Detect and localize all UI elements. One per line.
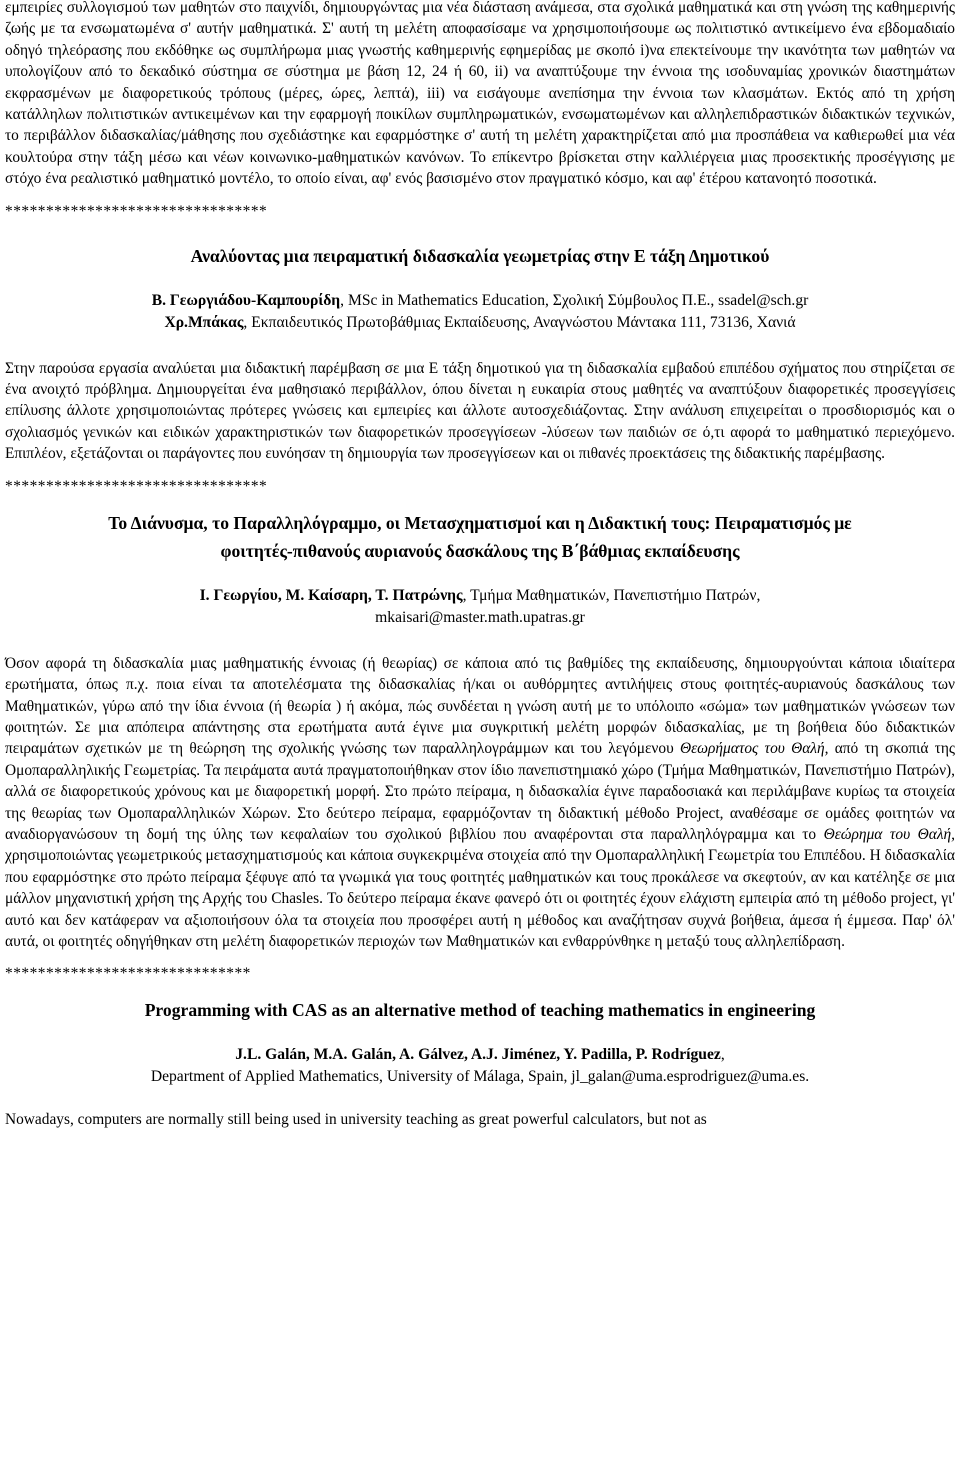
abstract-paragraph-geometry: Στην παρούσα εργασία αναλύεται μια διδακτική παρέμβαση σε μια Ε τάξη δημοτικού για τη διδασκαλία εμβαδού επιπέδου σχήματος που στηρίζεται σε ένα ανοιχτό πρόβλημα. Δημιουργείται ένα μαθησιακό περιβάλλον, όπου δίνεται η ευκαιρία στους μαθητές να αναπτύξουν διαφορετικές προσεγγίσεις επίλυσης άλλοτε χρησιμοποιώντας πρότερες γνώσεις και εμπειρίες και άλλοτε αυτοσχεδιάζοντας. Στην ανάλυση επιχειρείται ο προσδιορισμός και ο σχολιασμός γενικών και ειδικών χαρακτηριστικών των διαφορετικών προσεγγίσεων -λύσεων των παιδιών σε ό,τι αφορά το μαθηματικό περιεχόμενο. Επιπλέον, εξετάζονται οι παράγοντες που ευνόησαν τη δημιουργία των προσεγγίσεων και οι πιθανές προεκτάσεις της διδακτικής παρέμβασης. bbox=[5, 359, 955, 463]
author-name-2: Χρ.Μπάκας bbox=[164, 313, 244, 331]
abstract-title-vector bbox=[5, 509, 955, 565]
authors-line: J.L. Galán, M.A. Galán, A. Gálvez, A.J. Jiménez, Y. Padilla, P. Rodríguez, bbox=[235, 1046, 725, 1064]
abstract-title-geometry: Αναλύοντας μια πειραματική διδασκαλία γεωμετρίας στην Ε τάξη Δημοτικού bbox=[190, 245, 770, 266]
authors-names: J.L. Galán, M.A. Galán, A. Gálvez, A.J. Jiménez, Y. Padilla, P. Rodríguez bbox=[235, 1046, 721, 1064]
author-line-1 bbox=[5, 290, 955, 312]
author-email: mkaisari@master.math.upatras.gr bbox=[375, 608, 585, 626]
author-line-2 bbox=[5, 312, 955, 334]
separator-stars: ****************************** bbox=[5, 965, 251, 983]
authors-block-cas bbox=[5, 1044, 955, 1088]
title-line-1: Το Διάνυσμα, το Παραλληλόγραμμο, οι Μετασχηματισμοί και η Διδακτική τους: Πειραματισμός με bbox=[108, 512, 852, 533]
title-line-2: φοιτητές-πιθανούς αυριανούς δασκάλους της Β΄βάθμιας εκπαίδευσης bbox=[220, 540, 740, 561]
abstract-title-cas: Programming with CAS as an alternative method of teaching mathematics in engineering bbox=[144, 1000, 816, 1021]
abstract-paragraph-continued: εμπειρίες συλλογισμού των μαθητών στο παιχνίδι, δημιουργώντας μια νέα διάσταση ανάμεσα, στα σχολικά μαθηματικά και στη γνώση της καθημερινής ζωής με τα ενσωματωμένα σ' αυτήν μαθηματικά. Σ' αυτή τη μελέτη αποφασίσαμε να χρησιμοποιήσουμε ως πολιτιστικό αντικείμενο ένα εβδομαδιαίο οδηγό τηλεόρασης που εκδόθηκε ως συμπλήρωμα μιας γνωστής καθημερινής εφημερίδας με σκοπό i)να επεκτείνουμε την ικανότητα των μαθητών να υπολογίζουν από το δεκαδικό σύστημα σε σύστημα με βάση 12, 24 ή 60, ii) να αναπτύξουμε την έννοια της ισοδυναμίας χρονικών διαστημάτων εκφρασμένων με διαφορετικούς τρόπους (μέρες, ώρες, λεπτά), iii) να εισάγουμε ανεπίσημα την έννοια των κλασμάτων. Εκτός από τη χρήση κατάλληλων πολιτιστικών αντικειμένων και την εφαρμογή ποικίλων συμπληρωματικών, ενσωματωμένων και αλληλεπιδραστικών διδακτικών τεχνικών, το περιβάλλον διδασκαλίας/μάθησης που σχεδιάστηκε και εφαρμόστηκε σ' αυτή τη μελέτη χαρακτηρίζεται από μια προσπάθεια να καθιερωθεί μια νέα κουλτούρα στην τάξη μέσω και νέων κοινωνικο-μαθηματικών κανόνων. Το επίκεντρο βρίσκεται στην καλλιέργεια μιας προσεκτικής προσέγγισης με στόχο ένα ρεαλιστικό μαθηματικό μοντέλο, το οποίο είναι, αφ' ενός βασισμένο στον πραγματικό κόσμο, και αφ' έτέρου κατανοητό ποσοτικά. bbox=[5, 0, 955, 188]
authors-names: Ι. Γεωργίου, Μ. Καίσαρη, Τ. Πατρώνης bbox=[199, 586, 463, 604]
authors-block-geometry bbox=[5, 290, 955, 334]
author-affiliation-1: , MSc in Mathematics Education, Σχολική Σύμβουλος Π.Ε., ssadel@sch.gr bbox=[340, 291, 809, 309]
abstract-paragraph-cas: Nowadays, computers are normally still being used in university teaching as great powerful calculators, but not as bbox=[5, 1111, 707, 1129]
separator-stars: ******************************** bbox=[5, 202, 268, 220]
authors-line bbox=[5, 585, 955, 607]
italic-theorem-name: Θεώρημα του Θαλή, bbox=[823, 825, 955, 843]
authors-affiliation: Department of Applied Mathematics, University of Málaga, Spain, jl_galan@uma.esprodriguez@uma.es. bbox=[150, 1068, 810, 1086]
author-name-1: Β. Γεωργιάδου-Καμπουρίδη bbox=[151, 291, 341, 309]
authors-block-vector bbox=[5, 585, 955, 629]
authors-affiliation: , Τμήμα Μαθηματικών, Πανεπιστήμιο Πατρών, bbox=[462, 586, 761, 604]
separator-stars: ******************************** bbox=[5, 477, 268, 495]
abstract-paragraph-vector: Όσον αφορά τη διδασκαλία μιας μαθηματικής έννοιας (ή θεωρίας) σε κάποια από τις βαθμίδες της εκπαίδευσης, δημιουργούνται κάποια ιδιαίτερα ερωτήματα, όπως π.χ. ποια είναι τα αποτελέσματα της διδασκαλίας ή/και οι αυθόρμητες αντιλήψεις στους φοιτητές-αυριανούς δασκάλους των Μαθηματικών, γύρω από την ίδια έννοια (ή θεωρία ) ή ακόμα, πώς συνδέεται η γνώση αυτή με το υπόλοιπο «σώμα» των μαθηματικών γνώσεων των φοιτητών. Σε μια απόπειρα απάντησης στα ερωτήματα αυτά έγινε μια συγκριτική μελέτη μορφών διδασκαλίας, με τη βοήθεια δύο διδακτικών πειραμάτων σχετικών με τη θεώρηση της σχολικής γνώσης των παραλληλογράμμων και του λεγόμενου Θεωρήματος του Θαλή, από τη σκοπιά της Ομοπαραλληλικής Γεωμετρίας. Τα πειράματα αυτά πραγματοποιήθηκαν στον ίδιο πανεπιστημιακό χώρο (Τμήμα Μαθηματικών, Πανεπιστήμιο Πατρών), αλλά σε διαφορετικούς χρόνους και με διαφορετική μορφή. Στο πρώτο πείραμα, η διδασκαλία έγινε παραδοσιακά και περιλάμβανε κυρίως τα στοιχεία της θεωρίας των Ομοπαραλληλικών Χώρων. Στο δεύτερο πείραμα, εφαρμόζονταν τη διδακτική μέθοδο Project, αναθέσαμε σε ομάδες φοιτητών να αναδιοργανώσουν τη δομή της ύλης των κεφαλαίων του σχολικού βιβλίου που αναφέρονται στα παραλληλόγραμμα και το Θεώρημα του Θαλή, χρησιμοποιώντας γεωμετρικούς μετασχηματισμούς και κάποια συγκεκριμένα στοιχεία από την Ομοπαραλληλική Γεωμετρία του Επιπέδου. Η διδασκαλία που εφαρμόστηκε στο πρώτο πείραμα ξέφυγε από τα γνωμικά για τους φοιτητές μαθηματικών και τους προκάλεσε να σκεφτούν, αν και κατέληξε σε μια μάλλον μηχανιστική χρήση της Αρχής του Chasles. Το δεύτερο πείραμα έκανε φανερό ότι οι φοιτητές έχουν ελάχιστη εμπειρία από τη μέθοδο project, γι' αυτό και δεν κατάφεραν να αξιοποιήσουν όλα τα στοιχεία που προσφέρει αυτή η μέθοδος και αναζήτησαν συχνά βοήθεια, άμεσα ή έμμεσα. Παρ' όλ' αυτά, οι φοιτητές οδηγήθηκαν στη μελέτη διαφορετικών περιοχών των Μαθηματικών και ενθαρρύνθηκε η μεταξύ τους αλληλεπίδραση. bbox=[5, 654, 955, 950]
author-affiliation-2: , Εκπαιδευτικός Πρωτοβάθμιας Εκπαίδευσης, Αναγνώστου Μάντακα 111, 73136, Χανιά bbox=[243, 313, 796, 331]
italic-theorem-name: Θεωρήματος του Θαλή, bbox=[679, 740, 829, 758]
